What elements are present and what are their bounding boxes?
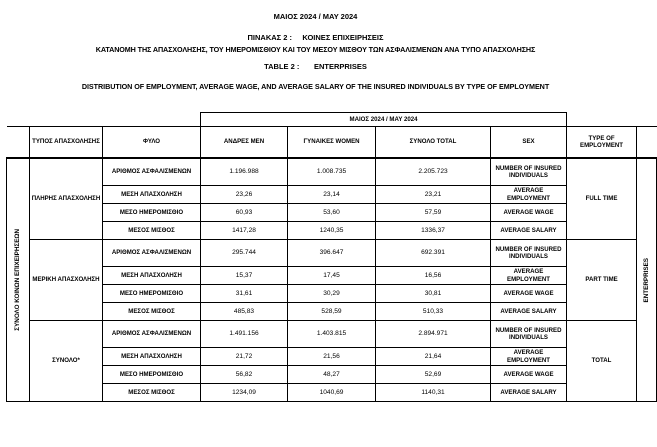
- cell-women: 528,59: [288, 303, 376, 321]
- row-label-en: AVERAGE EMPLOYMENT: [491, 186, 567, 204]
- table-row: [7, 186, 657, 204]
- cell-men: 56,82: [201, 366, 288, 384]
- cell-women: 1.008.735: [288, 158, 376, 186]
- col-header-men: ΑΝΔΡΕΣ MEN: [201, 127, 288, 159]
- table-title-english: TABLE 2 : ENTERPRISES: [264, 62, 367, 71]
- row-label-en: AVERAGE SALARY: [491, 222, 567, 240]
- cell-men: 15,37: [201, 267, 288, 285]
- table-title-greek: ΠΙΝΑΚΑΣ 2 : ΚΟΙΝΕΣ ΕΠΙΧΕΙΡΗΣΕΙΣ: [247, 33, 384, 42]
- cell-men: 60,93: [201, 204, 288, 222]
- table-row: [7, 158, 657, 186]
- cell-women: 1.403.815: [288, 321, 376, 348]
- cell-men: 23,26: [201, 186, 288, 204]
- col-header-sex-en: SEX: [491, 127, 567, 159]
- right-side-label: ENTERPRISES: [642, 257, 650, 303]
- col-header-type-gr: ΤΥΠΟΣ ΑΠΑΣΧΟΛΗΣΗΣ: [30, 127, 103, 159]
- row-label-en: AVERAGE EMPLOYMENT: [491, 348, 567, 366]
- row-label-en: AVERAGE WAGE: [491, 204, 567, 222]
- row-label-en: NUMBER OF INSURED INDIVIDUALS: [491, 158, 567, 186]
- cell-women: 53,60: [288, 204, 376, 222]
- cell-women: 396.647: [288, 240, 376, 267]
- cell-total: 692.391: [376, 240, 491, 267]
- table-row: [7, 321, 657, 348]
- table-row: [7, 267, 657, 285]
- left-side-label: ΣΥΝΟΛΟ ΚΟΙΝΩΝ ΕΠΙΧΕΙΡΗΣΕΩΝ: [14, 229, 22, 331]
- cell-total: 2.894.971: [376, 321, 491, 348]
- left-side-label-cell: [7, 158, 30, 402]
- row-label-gr: ΜΕΣΗ ΑΠΑΣΧΟΛΗΣΗ: [103, 186, 201, 204]
- cell-total: 21,64: [376, 348, 491, 366]
- row-label-gr: ΜΕΣΟΣ ΜΙΣΘΟΣ: [103, 384, 201, 402]
- col-header-women: ΓΥΝΑΙΚΕΣ WOMEN: [288, 127, 376, 159]
- employment-type-en: FULL TIME: [567, 158, 637, 240]
- cell-women: 23,14: [288, 186, 376, 204]
- employment-type-gr: ΠΛΗΡΗΣ ΑΠΑΣΧΟΛΗΣΗ: [30, 158, 103, 240]
- report-period-title: ΜΑΙΟΣ 2024 / MAY 2024: [273, 12, 358, 21]
- cell-total: 30,81: [376, 285, 491, 303]
- right-side-label-cell: [637, 158, 657, 402]
- row-label-gr: ΜΕΣΟ ΗΜΕΡΟΜΙΣΘΙΟ: [103, 366, 201, 384]
- table-row: [7, 222, 657, 240]
- cell-total: 1140,31: [376, 384, 491, 402]
- cell-men: 21,72: [201, 348, 288, 366]
- table-row: [7, 348, 657, 366]
- row-label-en: AVERAGE WAGE: [491, 366, 567, 384]
- employment-type-gr: ΣΥΝΟΛΟ*: [30, 321, 103, 402]
- cell-total: 57,59: [376, 204, 491, 222]
- employment-table: [6, 112, 657, 402]
- table-row: [7, 366, 657, 384]
- table-subtitle-english: DISTRIBUTION OF EMPLOYMENT, AVERAGE WAGE, AND AVERAGE SALARY OF THE INSURED INDIVIDUALS BY TYPE OF EMPLOYMENT: [81, 82, 550, 91]
- employment-type-gr: ΜΕΡΙΚΗ ΑΠΑΣΧΟΛΗΣΗ: [30, 240, 103, 321]
- row-label-en: AVERAGE SALARY: [491, 384, 567, 402]
- table-row: [7, 303, 657, 321]
- cell-men: 1.491.156: [201, 321, 288, 348]
- cell-men: 31,61: [201, 285, 288, 303]
- period-header: ΜΑΙΟΣ 2024 / MAY 2024: [201, 113, 567, 127]
- cell-total: 1336,37: [376, 222, 491, 240]
- table-row: [7, 204, 657, 222]
- col-header-total: ΣΥΝΟΛΟ TOTAL: [376, 127, 491, 159]
- cell-total: 510,33: [376, 303, 491, 321]
- row-label-gr: ΜΕΣΟ ΗΜΕΡΟΜΙΣΘΙΟ: [103, 204, 201, 222]
- cell-women: 1240,35: [288, 222, 376, 240]
- cell-men: 295.744: [201, 240, 288, 267]
- cell-women: 1040,69: [288, 384, 376, 402]
- cell-total: 16,56: [376, 267, 491, 285]
- row-label-gr: ΑΡΙΘΜΟΣ ΑΣΦΑΛΙΣΜΕΝΩΝ: [103, 240, 201, 267]
- row-label-gr: ΑΡΙΘΜΟΣ ΑΣΦΑΛΙΣΜΕΝΩΝ: [103, 158, 201, 186]
- cell-total: 2.205.723: [376, 158, 491, 186]
- row-label-gr: ΜΕΣΗ ΑΠΑΣΧΟΛΗΣΗ: [103, 267, 201, 285]
- col-header-sex-gr: ΦΥΛΟ: [103, 127, 201, 159]
- row-label-en: AVERAGE SALARY: [491, 303, 567, 321]
- employment-type-en: TOTAL: [567, 321, 637, 402]
- row-label-gr: ΑΡΙΘΜΟΣ ΑΣΦΑΛΙΣΜΕΝΩΝ: [103, 321, 201, 348]
- employment-type-en: PART TIME: [567, 240, 637, 321]
- col-header-type-en: TYPE OF EMPLOYMENT: [567, 127, 637, 159]
- table-row: [7, 240, 657, 267]
- cell-women: 21,56: [288, 348, 376, 366]
- cell-men: 485,83: [201, 303, 288, 321]
- row-label-en: AVERAGE EMPLOYMENT: [491, 267, 567, 285]
- cell-men: 1417,28: [201, 222, 288, 240]
- cell-men: 1.196.988: [201, 158, 288, 186]
- row-label-gr: ΜΕΣΟΣ ΜΙΣΘΟΣ: [103, 303, 201, 321]
- cell-women: 48,27: [288, 366, 376, 384]
- cell-men: 1234,09: [201, 384, 288, 402]
- table-row: [7, 285, 657, 303]
- cell-total: 52,69: [376, 366, 491, 384]
- cell-total: 23,21: [376, 186, 491, 204]
- row-label-gr: ΜΕΣΟ ΗΜΕΡΟΜΙΣΘΙΟ: [103, 285, 201, 303]
- row-label-gr: ΜΕΣΗ ΑΠΑΣΧΟΛΗΣΗ: [103, 348, 201, 366]
- row-label-en: NUMBER OF INSURED INDIVIDUALS: [491, 321, 567, 348]
- row-label-en: NUMBER OF INSURED INDIVIDUALS: [491, 240, 567, 267]
- row-label-en: AVERAGE WAGE: [491, 285, 567, 303]
- cell-women: 17,45: [288, 267, 376, 285]
- row-label-gr: ΜΕΣΟΣ ΜΙΣΘΟΣ: [103, 222, 201, 240]
- table-row: [7, 384, 657, 402]
- cell-women: 30,29: [288, 285, 376, 303]
- table-subtitle-greek: ΚΑΤΑΝΟΜΗ ΤΗΣ ΑΠΑΣΧΟΛΗΣΗΣ, ΤΟΥ ΗΜΕΡΟΜΙΣΘΙΟΥ ΚΑΙ ΤΟΥ ΜΕΣΟΥ ΜΙΣΘΟΥ ΤΩΝ ΑΣΦΑΛΙΣΜΕΝΩΝ ΑΝΑ ΤΥΠΟ ΑΠΑΣΧΟΛΗΣΗΣ: [95, 45, 536, 54]
